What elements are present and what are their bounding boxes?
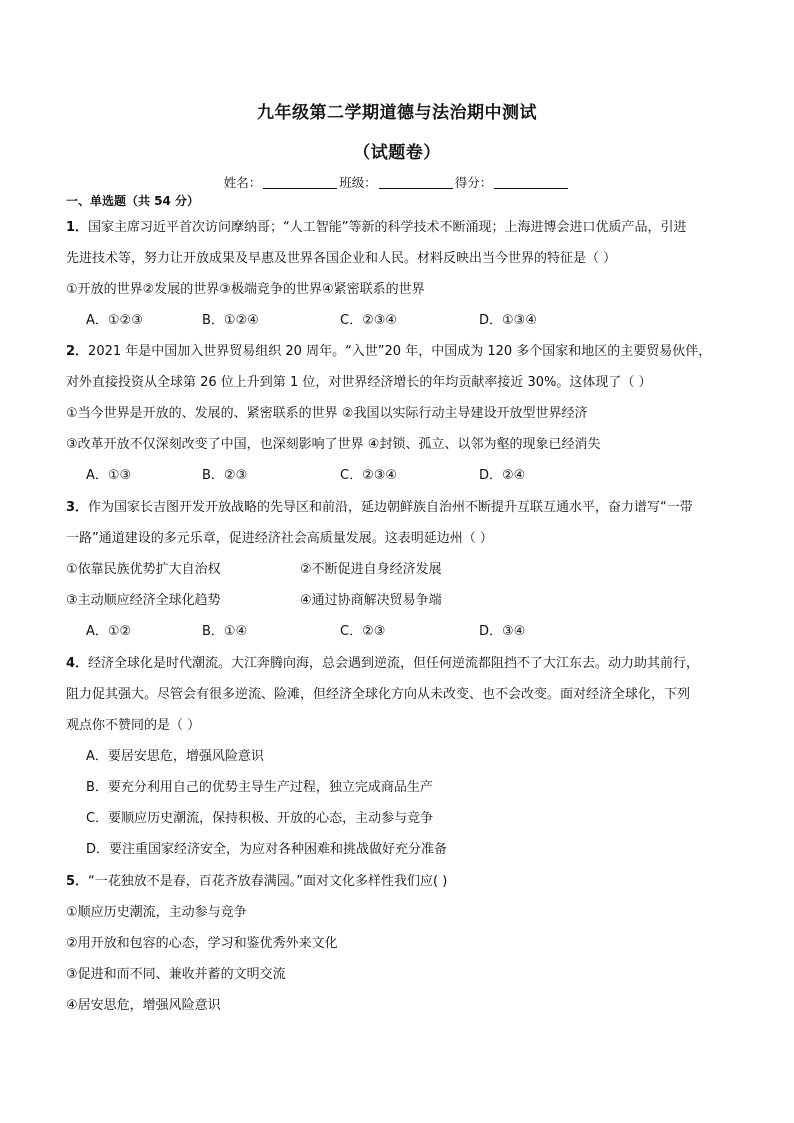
question-5-statement-4: ④居安思危，增强风险意识 <box>66 998 221 1013</box>
question-3-line-2: 一路”通道建设的多元乐章，促进经济社会高质量发展。这表明延边州（ ） <box>66 531 493 546</box>
question-2-line-2: 对外直接投资从全球第 26 位上升到第 1 位，对世界经济增长的年均贡献率接近 30%。这体现了（ ） <box>66 375 652 390</box>
student-info-line <box>0 173 794 191</box>
statement-3: ③主动顺应经济全球化趋势 <box>66 593 221 608</box>
question-1-line-1: 1．国家主席习近平首次访问摩纳哥；“人工智能”等新的科学技术不断涌现；上海进博会进口优质产品，引进 <box>66 220 687 235</box>
question-4-line-3: 观点你不赞同的是（ ） <box>66 718 201 733</box>
question-number: 5． <box>66 874 89 889</box>
name-label: 姓名： <box>223 175 262 190</box>
option-b[interactable]: B．②③ <box>202 468 248 483</box>
question-number: 2． <box>66 344 89 359</box>
question-3-line-1: 3．作为国家长吉图开发开放战略的先导区和前沿，延边朝鲜族自治州不断提升互联互通水平，奋力谱写“一带 <box>66 500 693 515</box>
option-b[interactable]: B．①②④ <box>202 313 259 328</box>
statement-2: ②不断促进自身经济发展 <box>300 562 442 577</box>
question-5-statement-2: ②用开放和包容的心态，学习和鉴优秀外来文化 <box>66 936 338 951</box>
question-1-line-2: 先进技术等，努力让开放成果及早惠及世界各国企业和人民。材料反映出当今世界的特征是（ ） <box>66 251 617 266</box>
question-number: 1． <box>66 220 89 235</box>
score-blank[interactable] <box>494 187 568 189</box>
question-5-statement-3: ③促进和而不同、兼收并蓄的文明交流 <box>66 967 286 982</box>
question-2-line-1: 2．2021 年是中国加入世界贸易组织 20 周年。“入世”20 年，中国成为 120 多个国家和地区的主要贸易伙伴， <box>66 344 712 359</box>
option-c[interactable]: C．②③④ <box>340 313 398 328</box>
name-blank[interactable] <box>263 187 337 189</box>
exam-title: 九年级第二学期道德与法治期中测试 <box>257 103 537 123</box>
section-heading: 一、单选题（共 54 分） <box>66 194 200 208</box>
question-5-statement-1: ①顺应历史潮流，主动参与竞争 <box>66 905 247 920</box>
question-2-statement-2: ③改革开放不仅深刻改变了中国，也深刻影响了世界 ④封锁、孤立、以邻为壑的现象已经消失 <box>66 437 601 452</box>
option-c[interactable]: C．②③④ <box>340 468 398 483</box>
statement-1: ①依靠民族优势扩大自治权 <box>66 562 221 577</box>
exam-subtitle: （试题卷） <box>353 143 441 163</box>
option-a[interactable]: A．①③ <box>86 468 132 483</box>
question-1-statement: ①开放的世界②发展的世界③极端竞争的世界④紧密联系的世界 <box>66 282 425 297</box>
score-label: 得分： <box>454 175 493 190</box>
option-a[interactable]: A．①②③ <box>86 313 143 328</box>
question-5-line-1: 5．“一花独放不是春，百花齐放春满园。”面对文化多样性我们应( ) <box>66 874 448 889</box>
question-number: 3． <box>66 500 89 515</box>
option-b[interactable]: B．要充分利用自己的优势主导生产过程，独立完成商品生产 <box>86 780 433 795</box>
statement-4: ④通过协商解决贸易争端 <box>300 593 442 608</box>
question-4-line-2: 阻力促其强大。尽管会有很多逆流、险滩，但经济全球化方向从未改变、也不会改变。面对经济全球化，下列 <box>66 687 691 702</box>
option-d[interactable]: D．①③④ <box>479 313 537 328</box>
question-number: 4． <box>66 656 89 671</box>
option-b[interactable]: B．①④ <box>202 624 248 639</box>
question-2-statement-1: ①当今世界是开放的、发展的、紧密联系的世界 ②我国以实际行动主导建设开放型世界经济 <box>66 406 588 421</box>
question-4-line-1: 4．经济全球化是时代潮流。大江奔腾向海，总会遇到逆流，但任何逆流都阻挡不了大江东去。动力助其前行， <box>66 656 700 671</box>
option-a[interactable]: A．要居安思危，增强风险意识 <box>86 749 264 764</box>
class-blank[interactable] <box>379 187 453 189</box>
option-d[interactable]: D．要注重国家经济安全，为应对各种困难和挑战做好充分准备 <box>86 842 448 857</box>
option-d[interactable]: D．②④ <box>479 468 526 483</box>
option-d[interactable]: D．③④ <box>479 624 526 639</box>
class-label: 班级： <box>339 175 377 190</box>
option-a[interactable]: A．①② <box>86 624 132 639</box>
option-c[interactable]: C．要顺应历史潮流，保持积极、开放的心态，主动参与竞争 <box>86 811 434 826</box>
option-c[interactable]: C．②③ <box>340 624 386 639</box>
